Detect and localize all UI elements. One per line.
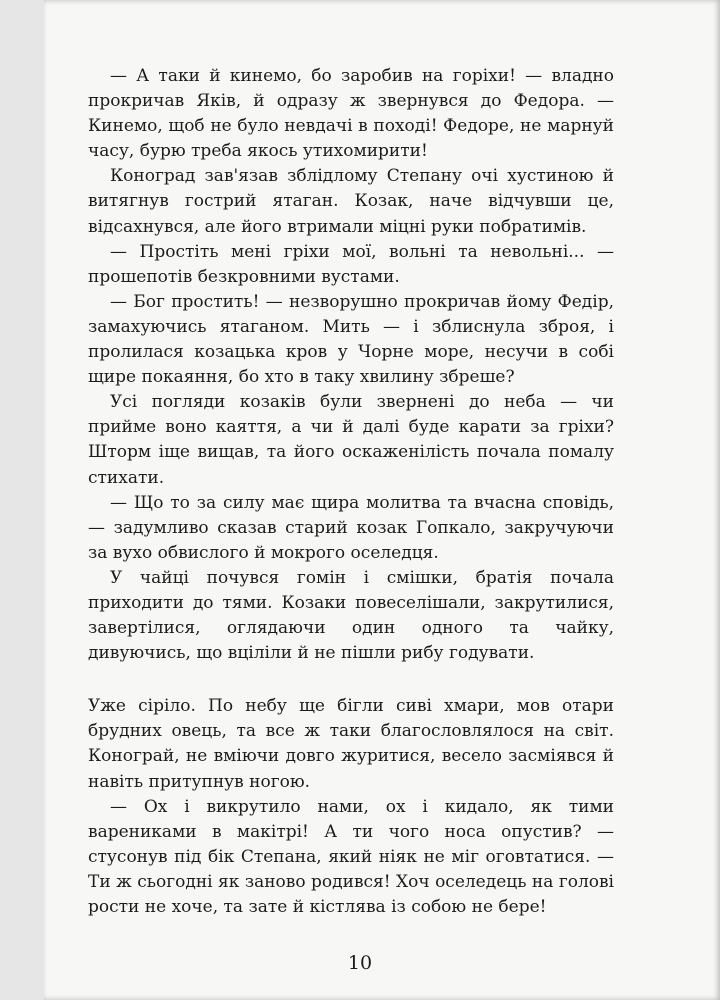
paragraph: — Що то за силу має щира молитва та вчасна сповідь, — задумливо сказав старий козак Гопкало, закручуючи за вухо обвислого й мокрого оселедця. [88, 492, 614, 563]
paragraph: — Бог простить! — незворушно прокричав йому Федір, замахуючись ятаганом. Мить — і зблиснула зброя, і пролилася козацька кров у Чорне море, несучи в собі щире покаяння, бо хто в таку хвилину збреше? [88, 291, 614, 388]
paragraph: — Ох і викрутило нами, ох і кидало, як тими варениками в макітрі! А ти чого носа опустив? — стусонув під бік Степана, який ніяк не міг оговтатися. — Ти ж сьогодні як заново родився! Хоч оселедець на голові рости не хоче, та зате й кістлява із собою не бере! [88, 796, 614, 917]
page-number: 10 [347, 952, 373, 974]
paragraph: У чайці почувся гомін і смішки, братія почала приходити до тями. Козаки повеселішали, закрутилися, завертілися, оглядаючи один одного та чайку, дивуючись, що вціліли й не пішли рибу годувати. [88, 567, 614, 664]
main-text [88, 64, 614, 920]
paragraph: Коноград зав'язав зблідлому Степану очі хустиною й витягнув гострий ятаган. Козак, наче відчувши це, відсахнувся, але його втримали міцні руки побратимів. [88, 166, 614, 237]
paragraph: Уже сіріло. По небу ще бігли сиві хмари, мов отари брудних овець, та все ж таки благословлялося на світ. Конограй, не вміючи довго журитися, весело засміявся й навіть притупнув ногою. [88, 696, 614, 792]
paragraph: — Простіть мені гріхи мої, вольні та невольні... — прошепотів безкровними вустами. [88, 241, 614, 287]
section-break [88, 666, 614, 694]
paragraph: Усі погляди козаків були звернені до неба — чи прийме воно каяття, а чи й далі буде карати за гріхи? Шторм іще вищав, та його оскаженілість почала помалу стихати. [88, 392, 614, 488]
paragraph: — А таки й кинемо, бо заробив на горіхи! — владно прокричав Яків, й одразу ж звернувся до Федора. — Кинемо, щоб не було невдачі в поході! Федоре, не марнуй часу, бурю треба якось утихомирити! [88, 66, 614, 162]
